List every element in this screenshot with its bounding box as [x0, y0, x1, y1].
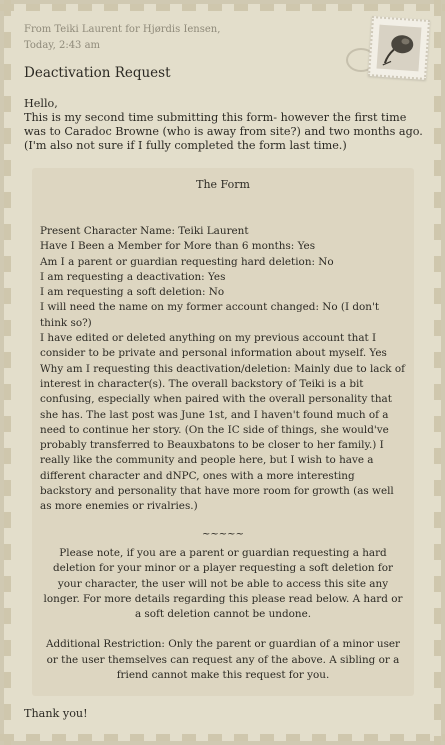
greeting: Hello,: [24, 97, 58, 110]
form-line: I am requesting a soft deletion: No: [40, 286, 225, 299]
from-line: From Teiki Laurent for Hjørdis Iensen,: [24, 24, 221, 35]
form-line: Am I a parent or guardian requesting hard deletion: No: [40, 255, 334, 268]
form-line: I am requesting a deactivation: Yes: [40, 270, 226, 283]
intro-text: This is my second time submitting this form- however the first time was to Caradoc Browne (who is away from site?) and two months ago. (I'm also not sure if I fully completed the form last time.): [24, 111, 423, 152]
form-quote-box: [32, 168, 414, 696]
form-line: Present Character Name: Teiki Laurent: [40, 225, 249, 237]
timestamp: Today, 2:43 am: [24, 40, 101, 51]
quill-stamp-icon: [368, 16, 430, 80]
border-stripe-top: [0, 4, 445, 11]
message-title: Deactivation Request: [24, 65, 171, 81]
form-divider: ~~~~~: [202, 529, 244, 540]
form-title: The Form: [196, 178, 250, 191]
form-line: I have edited or deleted anything on my previous account that I consider to be private and personal information about myself. Yes: [40, 332, 387, 360]
form-notice: [40, 546, 406, 698]
deletion-notice: Please note, if you are a parent or guardian requesting a hard deletion for your minor or a player requesting a soft deletion for your character, the user will not be able to access this site any longer. For more details regarding this please read below. A hard or a soft deletion cannot be undone.: [43, 547, 403, 621]
form-line: Have I Been a Member for More than 6 months: Yes: [40, 240, 316, 253]
additional-restriction: Additional Restriction: Only the parent or guardian of a minor user or the user themselves can request any of the above. A sibling or a friend cannot make this request for you.: [45, 638, 401, 682]
closing-text: Thank you!: [24, 707, 88, 720]
border-stripe-left: [4, 0, 11, 745]
message-meta: [24, 22, 220, 54]
border-stripe-right: [434, 0, 441, 745]
form-line: I will need the name on my former account changed: No (I don't think so?): [40, 301, 379, 329]
form-line: Why am I requesting this deactivation/deletion: Mainly due to lack of interest in character(s). The overall backstory of Teiki is a bit confusing, especially when paired with the overall personality that she has. The last post was June 1st, and I haven't found much of a need to continue her story. (On the IC side of things, she would've probably transferred to Beauxbatons to be closer to her family.) I really like the community and people here, but I wish to have a different character and dNPC, ones with a more interesting backstory and personality that have more room for growth (as well as more enemies or rivalries.): [40, 362, 405, 513]
message-intro: [24, 97, 424, 153]
form-answers: [40, 224, 407, 515]
border-stripe-bottom: [0, 734, 445, 741]
